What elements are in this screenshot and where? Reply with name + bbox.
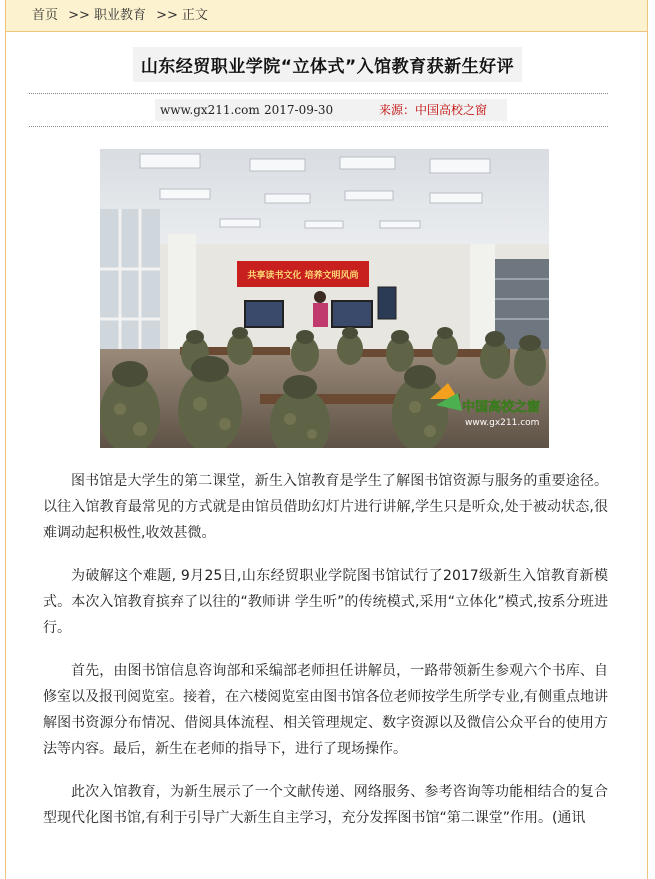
- paragraph: 为破解这个难题, 9月25日,山东经贸职业学院图书馆试行了2017级新生入馆教育新模式。本次入馆教育摈弃了以往的“教师讲 学生听”的传统模式,采用“立体化”模式,按系分班进行。: [43, 568, 608, 636]
- banner-text: 共享读书文化 培养文明风尚: [247, 271, 359, 281]
- article-body: [43, 468, 608, 848]
- paragraph: 首先，由图书馆信息咨询部和采编部老师担任讲解员，一路带领新生参观六个书库、自修室以及报刊阅览室。接着，在六楼阅览室由图书馆各位老师按学生所学专业,有侧重点地讲解图书资源分布情况、借阅具体流程、相关管理规定、数字资源以及微信公众平台的使用方法等内容。最后，新生在老师的指导下，进行了现场操作。: [43, 663, 608, 757]
- paragraph: 此次入馆教育，为新生展示了一个文献传递、网络服务、参考咨询等功能相结合的复合型现代化图书馆,有利于引导广大新生自主学习，充分发挥图书馆“第二课堂”作用。(通讯: [43, 784, 608, 826]
- watermark-url: www.gx211.com: [465, 418, 540, 428]
- article-source: 来源：中国高校之窗: [379, 103, 488, 117]
- divider: [29, 126, 608, 127]
- paragraph: 图书馆是大学生的第二课堂，新生入馆教育是学生了解图书馆资源与服务的重要途径。以往入馆教育最常见的方式就是由馆员借助幻灯片进行讲解,学生只是听众,处于被动状态,很难调动起积极性,收效甚微。: [43, 473, 608, 541]
- article-url: www.gx211.com: [160, 103, 260, 117]
- article-title: 山东经贸职业学院“立体式”入馆教育获新生好评: [133, 47, 522, 82]
- breadcrumb-vocational-link[interactable]: 职业教育: [93, 8, 146, 23]
- breadcrumb-separator: >>: [68, 8, 90, 23]
- breadcrumb-separator: >>: [156, 8, 178, 23]
- article-photo: [100, 149, 549, 448]
- breadcrumb-home-link[interactable]: 首页: [32, 8, 59, 23]
- article-date: 2017-09-30: [264, 103, 334, 117]
- watermark-name: 中国高校之窗: [462, 400, 541, 415]
- breadcrumb-current: 正文: [181, 8, 208, 23]
- divider: [29, 93, 608, 94]
- article-meta: [0, 99, 655, 121]
- article-title-wrap: [0, 47, 655, 82]
- breadcrumb: [6, 0, 647, 32]
